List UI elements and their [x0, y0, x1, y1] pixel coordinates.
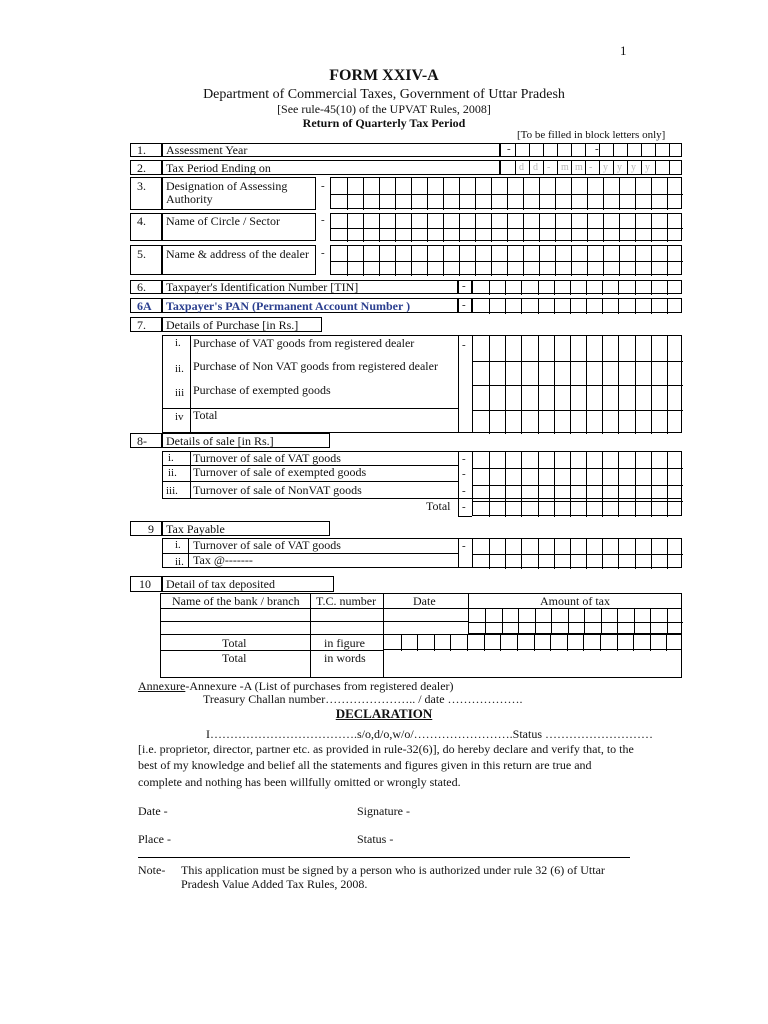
row-number: 2.: [137, 161, 146, 175]
date-placeholder: d: [519, 162, 524, 173]
circle-sector-label: Name of Circle / Sector: [166, 214, 280, 228]
date-placeholder: m: [561, 162, 569, 173]
item-number: i.: [175, 539, 181, 551]
sale-nonvat-label: Turnover of sale of NonVAT goods: [193, 483, 362, 497]
row-number: 6.: [137, 280, 146, 294]
note-divider: [138, 857, 630, 858]
treasury-challan-line: Treasury Challan number………………….. / date ……………….: [203, 692, 523, 706]
date-placeholder: y: [617, 162, 622, 173]
col-bank-branch: Name of the bank / branch: [172, 594, 300, 608]
tin-label: Taxpayer's Identification Number [TIN]: [166, 280, 359, 294]
row-number: 5.: [137, 247, 146, 261]
dealer-name-address-label: Name & address of the dealer: [166, 247, 309, 261]
col-amount-of-tax: Amount of tax: [540, 594, 610, 608]
declaration-line-3: best of my knowledge and belief all the statements and figures given in this return are true and: [138, 758, 592, 772]
in-words-label: in words: [324, 651, 366, 665]
date-placeholder: m: [575, 162, 583, 173]
tax-period-label: Tax Period Ending on: [166, 161, 271, 175]
assessing-authority-field[interactable]: [330, 177, 682, 209]
purchase-total-label: Total: [193, 408, 218, 422]
tax-payable-grid[interactable]: [472, 538, 682, 568]
tax-period-date-field[interactable]: [500, 160, 682, 175]
dealer-name-address-field[interactable]: [330, 245, 682, 275]
block-letters-note: [To be filled in block letters only]: [517, 129, 666, 141]
item-number: i.: [175, 337, 181, 349]
status-label: Status -: [357, 832, 394, 846]
date-placeholder: -: [589, 162, 593, 173]
tin-field[interactable]: [472, 280, 682, 294]
pan-label: Taxpayer's PAN (Permanent Account Number ): [166, 299, 411, 313]
item-number: ii.: [175, 363, 184, 375]
department-heading: Department of Commercial Taxes, Government of Uttar Pradesh: [203, 87, 565, 102]
item-number: iii.: [166, 485, 178, 497]
row-number: 7.: [137, 318, 146, 332]
declaration-line-1: I……………………………….s/o,d/o,w/o/…………………….Status ………………………: [206, 727, 654, 741]
sale-vat-label: Turnover of sale of VAT goods: [193, 451, 341, 465]
annexure-description: -Annexure -A (List of purchases from registered dealer): [185, 679, 454, 693]
item-number: ii.: [168, 467, 177, 479]
purchase-vat-label: Purchase of VAT goods from registered dealer: [193, 336, 415, 350]
tax-deposited-label: Detail of tax deposited: [166, 577, 275, 591]
signature-label: Signature -: [357, 804, 410, 818]
rule-reference: [See rule-45(10) of the UPVAT Rules, 2008]: [277, 102, 491, 116]
row-number: 3.: [137, 179, 146, 193]
declaration-line-4: complete and nothing has been willfully omitted or wrongly stated.: [138, 775, 461, 789]
note-label: Note-: [138, 863, 166, 877]
page-number: 1: [620, 43, 627, 58]
row-number: 10: [139, 577, 151, 591]
assessment-year-field[interactable]: [500, 143, 682, 157]
place-label: Place -: [138, 832, 171, 846]
pan-field[interactable]: [472, 298, 682, 313]
sale-amount-grid[interactable]: [472, 451, 682, 516]
note-line-1: This application must be signed by a person who is authorized under rule 32 (6) of Uttar: [181, 863, 605, 877]
sale-details-label: Details of sale [in Rs.]: [166, 434, 274, 448]
date-placeholder: d: [533, 162, 538, 173]
row-number: 9: [148, 522, 154, 536]
tax-rate-label: Tax @-------: [193, 553, 253, 567]
col-tc-number: T.C. number: [316, 594, 377, 608]
note-line-2: Pradesh Value Added Tax Rules, 2008.: [181, 877, 368, 891]
date-placeholder: -: [547, 162, 551, 173]
sale-total-label: Total: [426, 499, 451, 513]
total-figure-label: Total: [222, 636, 247, 650]
date-placeholder: y: [645, 162, 650, 173]
annexure-line: [138, 680, 454, 692]
annexure-prefix: Annexure: [138, 679, 186, 693]
purchase-exempted-label: Purchase of exempted goods: [193, 383, 331, 397]
circle-sector-field[interactable]: [330, 213, 682, 241]
item-number: i.: [168, 452, 174, 464]
tax-turnover-vat-label: Turnover of sale of VAT goods: [193, 538, 341, 552]
row-number: 1.: [137, 143, 146, 157]
declaration-line-2: [i.e. proprietor, director, partner etc. as provided in rule-32(6)], do hereby declare and verify that, to the: [138, 742, 634, 756]
purchase-nonvat-label: Purchase of Non VAT goods from registered dealer: [193, 359, 438, 373]
item-number: ii.: [175, 556, 184, 568]
row-number: 6A: [137, 299, 152, 313]
sale-exempted-label: Turnover of sale of exempted goods: [193, 465, 367, 479]
item-number: iii: [175, 387, 185, 399]
in-figure-label: in figure: [324, 636, 365, 650]
deposit-amount-grid[interactable]: [468, 608, 682, 634]
assessment-year-label: Assessment Year: [166, 143, 248, 157]
item-number: iv: [175, 411, 184, 423]
declaration-title: DECLARATION: [335, 706, 433, 721]
total-figure-grid[interactable]: [383, 634, 682, 650]
date-label: Date -: [138, 804, 168, 818]
row-number: 8-: [137, 434, 147, 448]
purchase-details-label: Details of Purchase [in Rs.]: [166, 318, 299, 332]
form-subtitle: Return of Quarterly Tax Period: [302, 116, 466, 130]
date-placeholder: y: [631, 162, 636, 173]
tax-payable-label: Tax Payable: [166, 522, 225, 536]
total-words-label: Total: [222, 651, 247, 665]
row-number: 4.: [137, 214, 146, 228]
col-date: Date: [413, 594, 436, 608]
assessing-authority-label: Designation of Assessing: [166, 179, 288, 193]
form-title: FORM XXIV-A: [329, 67, 439, 84]
date-placeholder: y: [603, 162, 608, 173]
assessing-authority-label-line2: Authority: [166, 192, 213, 206]
purchase-amount-grid[interactable]: [472, 335, 682, 433]
